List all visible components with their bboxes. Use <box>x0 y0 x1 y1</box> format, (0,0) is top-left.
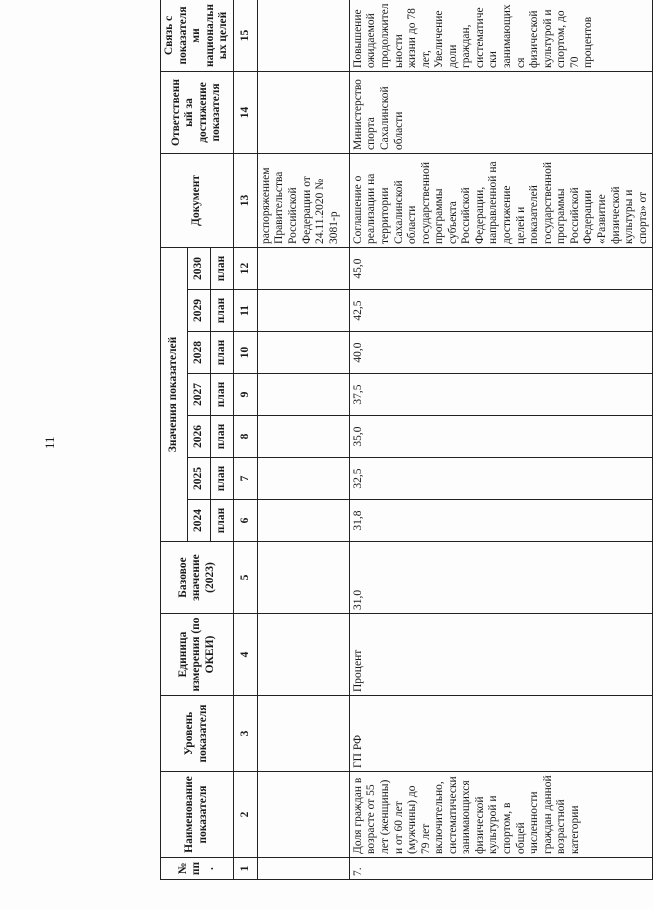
column-index-row <box>233 0 257 880</box>
column-index: 4 <box>233 614 257 696</box>
column-index: 3 <box>233 696 257 772</box>
row-value-2026 <box>257 416 349 458</box>
row-value-2027: 37,5 <box>349 374 652 416</box>
row-value-2024 <box>257 500 349 542</box>
header-year: 2030 <box>188 247 211 289</box>
column-index: 13 <box>233 153 257 247</box>
column-index: 5 <box>233 542 257 614</box>
column-index: 7 <box>233 458 257 500</box>
row-unit <box>257 614 349 696</box>
row-responsible <box>257 71 349 153</box>
row-name: Доля граждан в возрасте от 55 лет (женщины) и от 60 лет (мужчины) до 79 лет включительно, систематически занимающихся физической культурой и спортом, в общей численности граждан данной возрастной категории <box>349 772 652 858</box>
header-document: Документ <box>161 153 234 247</box>
row-value-2028: 40,0 <box>349 332 652 374</box>
column-index: 11 <box>233 290 257 332</box>
header-link: Связь с показателями национальных целей <box>161 0 234 71</box>
page-number: 11 <box>42 436 57 449</box>
rotated-table-container <box>160 3 649 880</box>
row-base <box>257 542 349 614</box>
header-plan: план <box>210 374 233 416</box>
table-row-7 <box>349 0 652 880</box>
row-level: ГП РФ <box>349 696 652 772</box>
header-base: Базовое значение (2023) <box>161 542 234 614</box>
header-plan: план <box>210 332 233 374</box>
row-document: распоряжением Правительства Российской Федерации от 24.11.2020 № 3081-р <box>257 153 349 247</box>
header-year: 2027 <box>188 374 211 416</box>
column-index: 14 <box>233 71 257 153</box>
header-plan: план <box>210 500 233 542</box>
row-responsible: Министерство спорта Сахалинской области <box>349 71 652 153</box>
header-year: 2028 <box>188 332 211 374</box>
column-index: 9 <box>233 374 257 416</box>
header-year: 2025 <box>188 458 211 500</box>
header-level: Уровень показателя <box>161 696 234 772</box>
header-plan: план <box>210 247 233 289</box>
header-unit: Единица измерения (по ОКЕИ) <box>161 614 234 696</box>
row-num: 7. <box>349 858 652 880</box>
header-num: № пп. <box>161 858 234 880</box>
column-index: 10 <box>233 332 257 374</box>
row-document: Соглашение о реализации на территории Сахалинской области государственной программы субъекта Российской Федерации, направленной на достижение целей и показателей государственной программы Российской Федерации «Развитие физической культуры и спорта» от <box>349 153 652 247</box>
row-value-2030: 45,0 <box>349 247 652 289</box>
header-plan: план <box>210 458 233 500</box>
row-level <box>257 696 349 772</box>
row-link: Повышение ожидаемой продолжительности жизни до 78 лет, Увеличение доли граждан, систематически занимающихся физической культурой и спортом, до 70 процентов <box>349 0 652 71</box>
indicators-table <box>160 0 653 880</box>
column-index: 15 <box>233 0 257 71</box>
row-value-2030 <box>257 247 349 289</box>
row-value-2025: 32,5 <box>349 458 652 500</box>
row-unit: Процент <box>349 614 652 696</box>
header-plan: план <box>210 290 233 332</box>
row-value-2027 <box>257 374 349 416</box>
column-index: 2 <box>233 772 257 858</box>
row-link <box>257 0 349 71</box>
header-name: Наименование показателя <box>161 772 234 858</box>
header-year: 2024 <box>188 500 211 542</box>
header-year: 2029 <box>188 290 211 332</box>
row-value-2029 <box>257 290 349 332</box>
row-name <box>257 772 349 858</box>
column-index: 8 <box>233 416 257 458</box>
row-value-2026: 35,0 <box>349 416 652 458</box>
header-responsible: Ответственный за достижение показателя <box>161 71 234 153</box>
header-values: Значения показателей <box>161 247 188 541</box>
row-value-2029: 42,5 <box>349 290 652 332</box>
column-index: 1 <box>233 858 257 880</box>
row-base: 31,0 <box>349 542 652 614</box>
column-index: 6 <box>233 500 257 542</box>
row-value-2028 <box>257 332 349 374</box>
row-num <box>257 858 349 880</box>
header-plan: план <box>210 416 233 458</box>
row-value-2025 <box>257 458 349 500</box>
column-index: 12 <box>233 247 257 289</box>
table-row-continuation <box>257 0 349 880</box>
row-value-2024: 31,8 <box>349 500 652 542</box>
header-year: 2026 <box>188 416 211 458</box>
